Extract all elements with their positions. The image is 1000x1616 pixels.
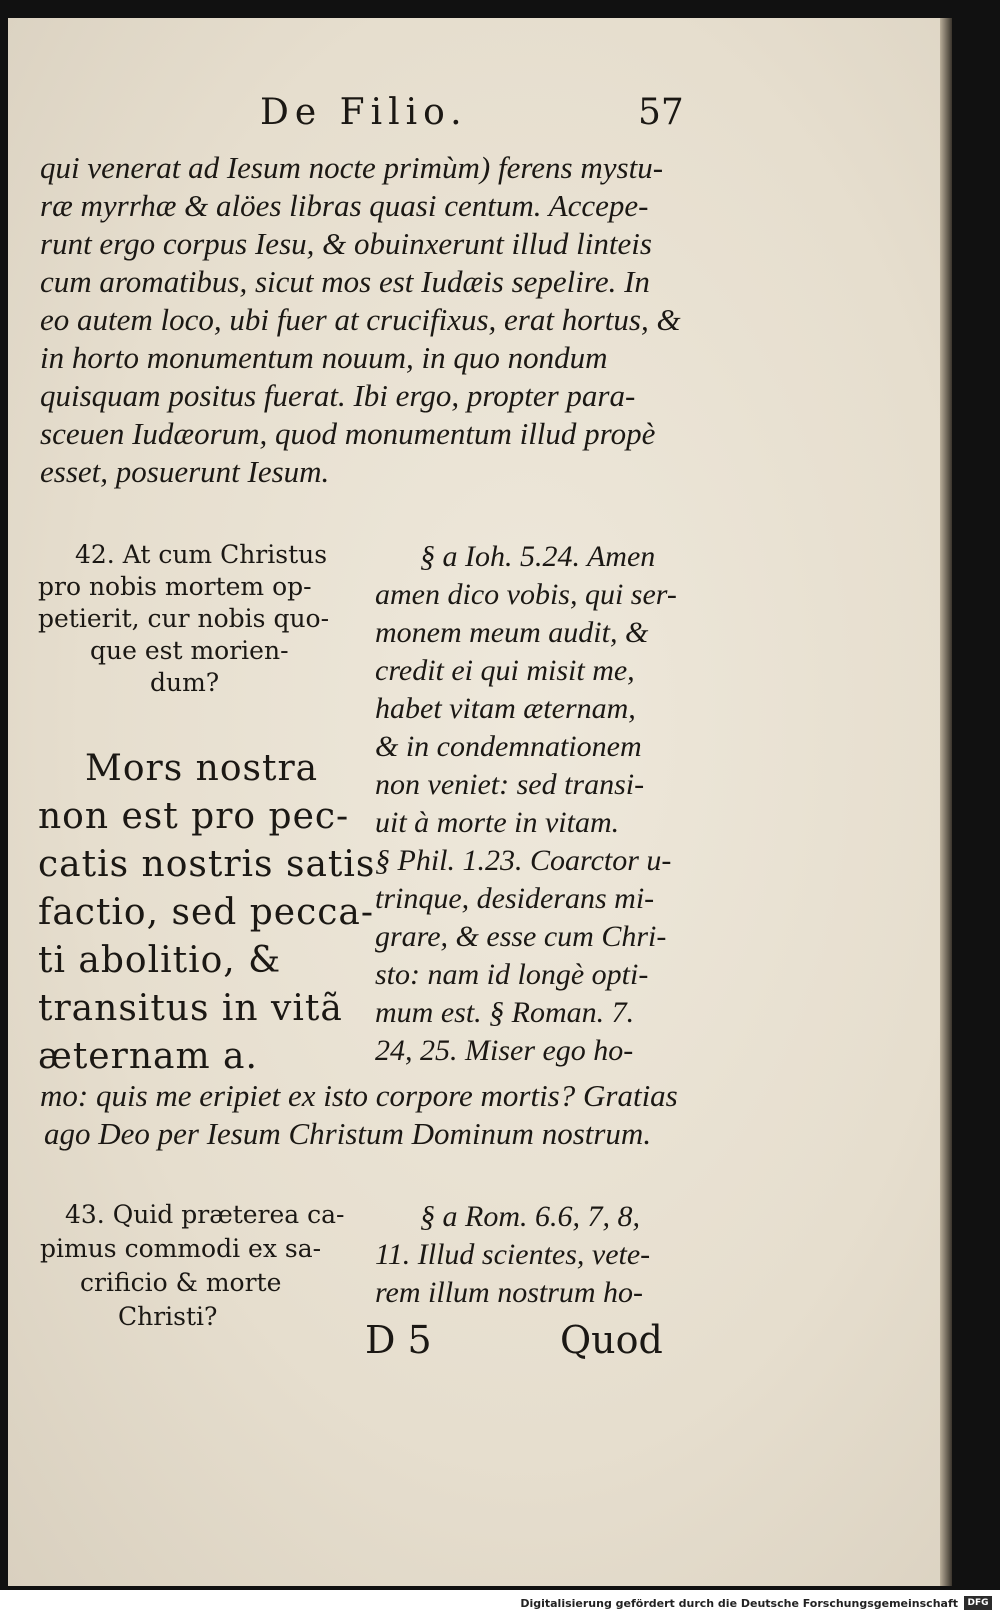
question-43-line: 43. Quid præterea ca- — [65, 1200, 345, 1229]
body-line: cum aromatibus, sicut mos est Iudæis sepelire. In — [40, 264, 650, 299]
answer-42-line: non est pro pec- — [38, 796, 350, 837]
digitization-credit: Digitalisierung gefördert durch die Deutsche Forschungsgemeinschaft — [520, 1597, 958, 1610]
note-43-line: rem illum nostrum ho- — [375, 1276, 644, 1309]
answer-42-line: transitus in vitã — [38, 988, 343, 1029]
note-42-line: amen dico vobis, qui ser- — [375, 578, 677, 611]
page-number: 57 — [638, 92, 684, 133]
page-edge-shadow — [940, 18, 952, 1586]
question-42-line: que est morien- — [90, 636, 289, 665]
note-42-continuation-line: mo: quis me eripiet ex isto corpore mortis? Gratias — [40, 1078, 678, 1113]
question-42-line: petierit, cur nobis quo- — [38, 604, 330, 633]
note-42-line: habet vitam æternam, — [375, 692, 636, 725]
note-42-line: § a Ioh. 5.24. Amen — [420, 540, 656, 573]
answer-42-line: ti abolitio, & — [38, 940, 282, 981]
answer-42-line: æternam a. — [38, 1036, 258, 1077]
note-42-line: trinque, desiderans mi- — [375, 882, 655, 915]
running-title: De Filio. — [260, 92, 468, 133]
body-line: quisquam positus fuerat. Ibi ergo, propter para- — [40, 378, 636, 413]
dfg-logo: DFG — [964, 1596, 992, 1610]
note-42-line: uit à morte in vitam. — [375, 806, 620, 839]
body-line: sceuen Iudæorum, quod monumentum illud propè — [40, 416, 656, 451]
note-42-line: mum est. § Roman. 7. — [375, 996, 635, 1029]
note-43-line: 11. Illud scientes, vete- — [375, 1238, 651, 1271]
note-42-line: § Phil. 1.23. Coarctor u- — [375, 844, 672, 877]
body-line: eo autem loco, ubi fuer at crucifixus, erat hortus, & — [40, 302, 681, 337]
body-line: qui venerat ad Iesum nocte primùm) ferens mystu- — [40, 150, 664, 185]
catchword: Quod — [560, 1318, 663, 1362]
signature-mark: D 5 — [365, 1318, 432, 1362]
note-42-line: non veniet: sed transi- — [375, 768, 645, 801]
question-42-line: dum? — [150, 668, 220, 697]
note-42-line: grare, & esse cum Chri- — [375, 920, 667, 953]
body-line: ræ myrrhæ & alöes libras quasi centum. Accepe- — [40, 188, 649, 223]
body-line: runt ergo corpus Iesu, & obuinxerunt illud linteis — [40, 226, 652, 261]
question-42-line: 42. At cum Christus — [75, 540, 328, 569]
question-43-line: crificio & morte — [80, 1268, 282, 1297]
body-line: esset, posuerunt Iesum. — [40, 454, 330, 489]
answer-42-line: Mors nostra — [85, 748, 319, 789]
body-line: in horto monumentum nouum, in quo nondum — [40, 340, 608, 375]
note-42-line: monem meum audit, & — [375, 616, 649, 649]
note-42-continuation-line: ago Deo per Iesum Christum Dominum nostrum. — [44, 1116, 652, 1151]
note-43-line: § a Rom. 6.6, 7, 8, — [420, 1200, 640, 1233]
note-42-line: sto: nam id longè opti- — [375, 958, 649, 991]
note-42-line: 24, 25. Miser ego ho- — [375, 1034, 634, 1067]
question-43-line: pimus commodi ex sa- — [40, 1234, 322, 1263]
answer-42-line: catis nostris satis — [38, 844, 376, 885]
note-42-line: credit ei qui misit me, — [375, 654, 635, 687]
note-42-line: & in condemnationem — [375, 730, 642, 763]
question-42-line: pro nobis mortem op- — [38, 572, 312, 601]
answer-42-line: factio, sed pecca- — [38, 892, 375, 933]
question-43-line: Christi? — [118, 1302, 218, 1331]
